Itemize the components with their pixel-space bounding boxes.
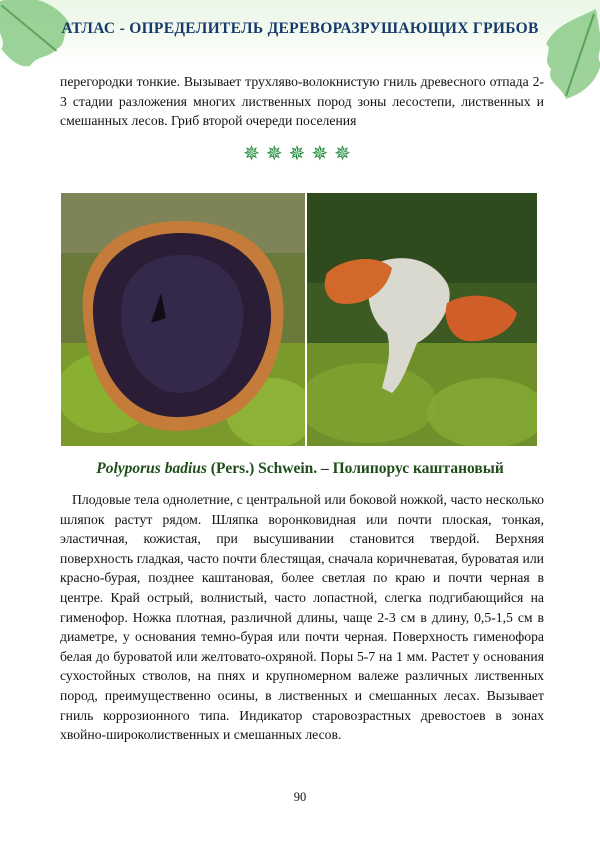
top-paragraph: перегородки тонкие. Вызывает трухляво-волокнистую гниль древесного отпада 2-3 стадии разложения многих лиственных пород зоны лесостепи, лиственных и смешанных лесов. Гриб второй очереди поселения xyxy=(60,74,544,129)
mushroom-photo-cap xyxy=(61,193,305,446)
species-description: Плодовые тела однолетние, с центральной или боковой ножкой, часто несколько шляпок растут рядом. Шляпка воронковидная или почти плоская, тонкая, эластичная, кожистая, при высушивании становится твердой. Верхняя поверхность гладкая, часто почти блестящая, сначала коричневатая, буроватая или красно-бурая, позднее каштановая, более светлая по краю и почти черная в центре. Край острый, волнистый, часто лопастной, слегка подгибающийся на гименофор. Ножка плотная, различной длины, чаще 2-3 см в длину, 0,5-1,5 см в диаметре, у основания темно-бурая или почти черная. Поверхность гименофора белая до буроватой или желтовато-охряной. Поры 5-7 на 1 мм. Растет у основания сухостойных стволов, на пнях и крупномерном валеже различных лиственных пород, преимущественно осины, в лиственных и смешанных лесах. Вызывает гниль коррозионного типа. Индикатор старовозрастных древостоев в зонах хвойно-широколиственных и смешанных лесов. xyxy=(60,492,544,743)
mushroom-photo-group xyxy=(307,193,537,446)
ornament-divider: ✵✵✵✵✵ xyxy=(243,143,357,165)
header-title: АТЛАС - ОПРЕДЕЛИТЕЛЬ ДЕРЕВОРАЗРУШАЮЩИХ ГРИБОВ xyxy=(61,20,539,37)
species-latin-name: Polyporus badius xyxy=(96,460,207,477)
species-authors-common-name: (Pers.) Schwein. – Полипорус каштановый xyxy=(206,460,504,477)
page-number: 90 xyxy=(293,790,307,804)
species-caption xyxy=(0,460,600,478)
